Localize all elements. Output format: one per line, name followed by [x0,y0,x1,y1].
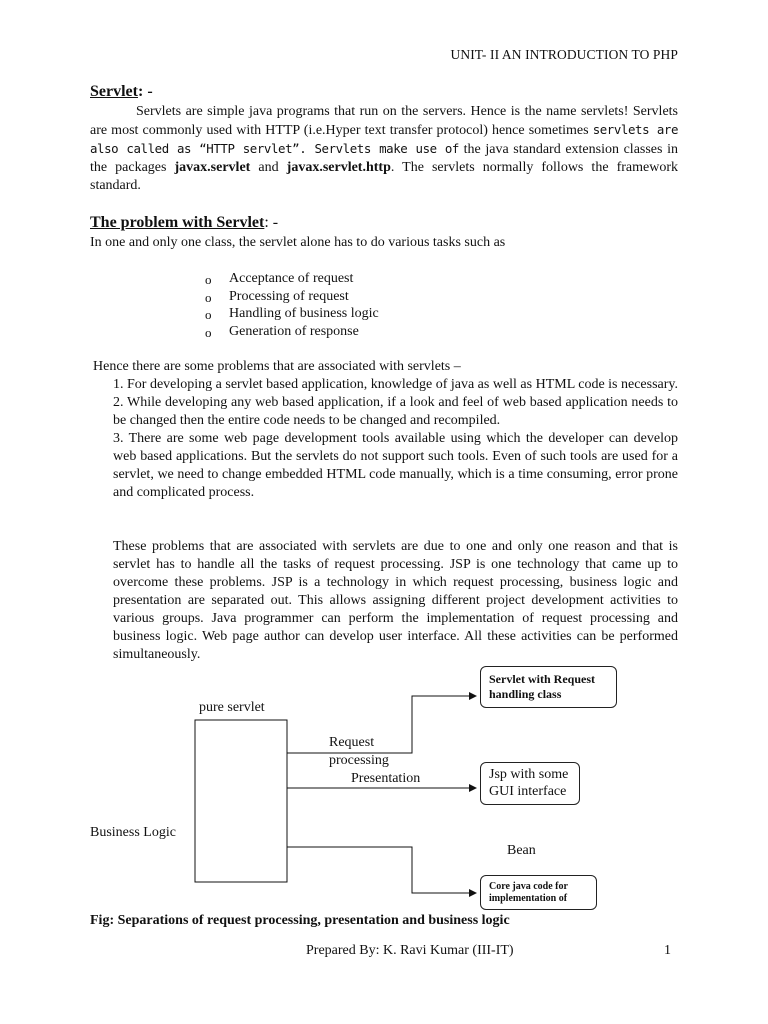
servlet-text-mono: servlets are also called as “HTTP servlet”. Servlets make use of [90,122,678,156]
servlet-text-1: Servlets are simple java programs that run on the servers. Hence is the name servlets! Servlets are most commonly used with HTTP (i.e.Hyper text transfer protocol) hence sometimes [90,104,678,138]
bean-label: Bean [507,843,536,858]
running-header: UNIT- II AN INTRODUCTION TO PHP [450,47,678,62]
package-javax-servlet-http: javax.servlet.http [286,160,391,175]
page-number: 1 [664,943,671,958]
problem-item: 2. While developing any web based application, if a look and feel of web based application needs to be changed then the entire code needs to be changed and recompiled. [113,395,678,428]
pure-servlet-label: pure servlet [199,700,265,715]
servlet-heading-suffix: : - [137,83,153,100]
package-javax-servlet: javax.servlet [174,160,251,175]
figure-caption: Fig: Separations of request processing, presentation and business logic [90,913,510,928]
servlet-text-2: the java standard extension classes in the packages [90,142,678,175]
task-text: Processing of request [229,288,349,304]
servlet-box-line2: handling class [489,686,562,701]
business-logic-label: Business Logic [90,825,176,840]
servlet-box-line1: Servlet with Request [489,672,595,686]
problem-heading-suffix: : - [264,214,279,231]
core-java-box [480,875,597,910]
pure-servlet-box [195,720,287,882]
problem-item: 1. For developing a servlet based application, knowledge of java as well as HTML code is necessary. [113,377,679,392]
task-text: Handling of business logic [229,306,379,321]
core-box-line2: implementation of [489,893,568,904]
presentation-label: Presentation [351,771,421,786]
jsp-box-line1: Jsp with some [489,767,569,782]
summary-paragraph: These problems that are associated with servlets are due to one and only one reason and that is servlet has to handle all the tasks of request processing. JSP is one technology that came up to overcome these problems. JSP is a technology in which request processing, business logic and presentation are separated out. This allows assigning different project development activities to various groups. Java programmer can perform the implementation of request processing and business logic. Web page author can develop user interface. All these activities can be performed simultaneously. [113,539,678,662]
bullet-icon: o [205,307,212,322]
problem-intro: In one and only one class, the servlet alone has to do various tasks such as [90,235,506,250]
task-text: Generation of response [229,323,359,339]
core-box-line1: Core java code for [489,881,568,892]
servlet-handler-box [480,666,617,708]
jsp-box-line2: GUI interface [489,783,567,799]
processing-label: processing [329,753,389,768]
arrow-business-logic [287,847,476,893]
servlet-text-and: and [250,160,287,175]
footer-author: Prepared By: K. Ravi Kumar (III-IT) [306,943,514,958]
servlet-text-3: . The servlets normally follows the framework standard. [90,160,679,193]
servlet-heading-text: Servlet [90,83,138,100]
problems-lead: Hence there are some problems that are associated with servlets – [93,359,461,374]
task-text: Acceptance of request [229,271,354,286]
arrow-request-processing [287,696,476,753]
bullet-icon: o [205,324,212,340]
request-label: Request [329,735,375,750]
bullet-icon: o [205,272,212,287]
problem-item: 3. There are some web page development tools available using which the developer can develop web based applications. But the servlets do not support such tools. Even of such tools are used for a servlet, we need to change embedded HTML code manually, which is a time consuming, error prone and complicated process. [113,431,678,500]
bullet-icon: o [205,289,212,305]
jsp-gui-box [480,762,580,805]
problem-heading-text: The problem with Servlet [90,214,265,231]
